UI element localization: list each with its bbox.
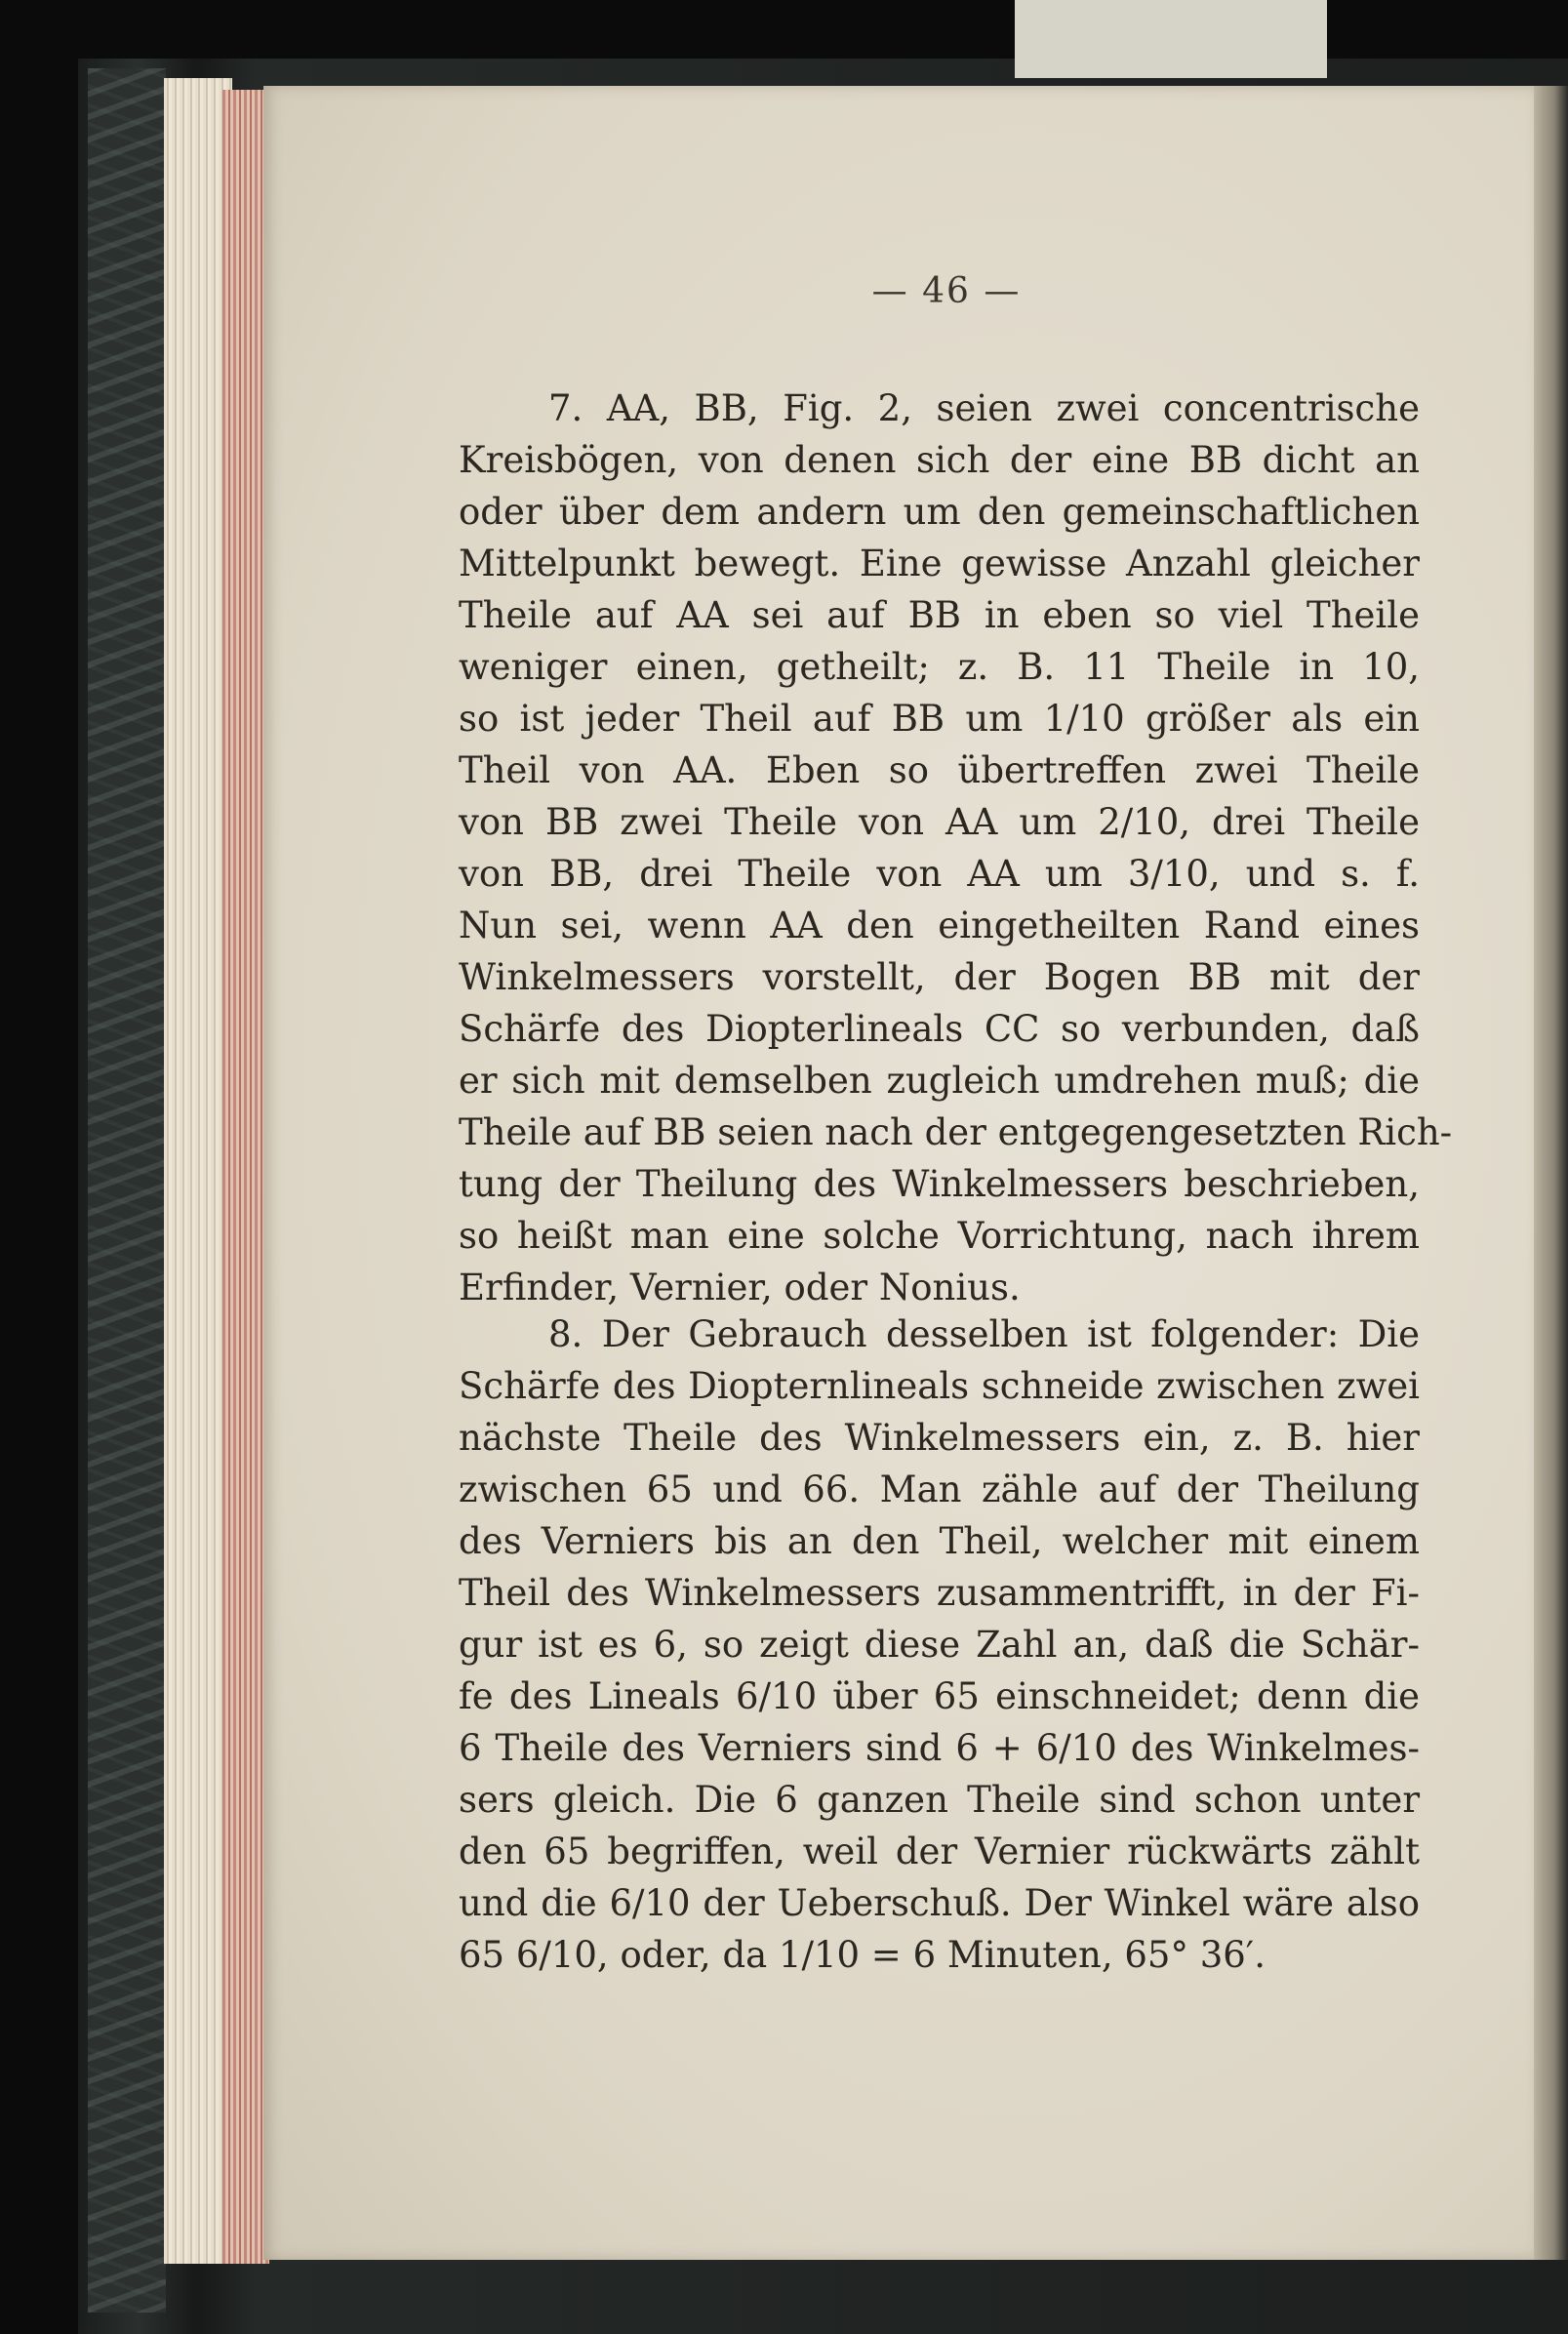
text-line: Winkelmessers vorstellt, der Bogen BB mit der — [459, 956, 1420, 998]
page-header: — 46 — — [871, 271, 1022, 311]
text-line: zwischen 65 und 66. Man zähle auf der Theilung — [459, 1469, 1420, 1510]
text-line: Nun sei, wenn AA den eingetheilten Rand eines — [459, 905, 1420, 946]
text-line: 8. Der Gebrauch desselben ist folgender: Die — [548, 1313, 1420, 1355]
text-line: und die 6/10 der Ueberschuß. Der Winkel wäre also — [459, 1882, 1420, 1924]
text-line: Theile auf AA sei auf BB in eben so viel Theile — [459, 594, 1420, 636]
page-gutter — [1534, 86, 1568, 2260]
text-line: Theile auf BB seien nach der entgegengesetzten Rich- — [459, 1111, 1453, 1153]
text-line: 7. AA, BB, Fig. 2, seien zwei concentrische — [548, 387, 1420, 429]
text-line: gur ist es 6, so zeigt diese Zahl an, daß die Schär- — [459, 1624, 1420, 1666]
text-line: Erfinder, Vernier, oder Nonius. — [459, 1267, 1021, 1308]
text-line: nächste Theile des Winkelmessers ein, z. B. hier — [459, 1417, 1420, 1459]
text-line: Schärfe des Diopterlineals CC so verbunden, daß — [459, 1008, 1420, 1050]
paper-slip — [1015, 0, 1327, 78]
text-line: so ist jeder Theil auf BB um 1/10 größer als ein — [459, 698, 1420, 740]
text-line: Theil von AA. Eben so übertreffen zwei Theile — [459, 749, 1420, 791]
marbled-endpaper — [88, 68, 166, 2313]
text-line: Kreisbögen, von denen sich der eine BB dicht an — [459, 439, 1420, 481]
paragraph-8 — [459, 1308, 1420, 1981]
text-line: sers gleich. Die 6 ganzen Theile sind schon unter — [459, 1779, 1420, 1821]
text-line: so heißt man eine solche Vorrichtung, nach ihrem — [459, 1215, 1420, 1257]
text-line: von BB, drei Theile von AA um 3/10, und s. f. — [459, 853, 1420, 895]
text-line: weniger einen, getheilt; z. B. 11 Theile in 10, — [459, 646, 1420, 688]
red-sprinkled-edge — [222, 90, 269, 2264]
text-line: Mittelpunkt bewegt. Eine gewisse Anzahl gleicher — [459, 543, 1420, 584]
text-line: oder über dem andern um den gemeinschaftlichen — [459, 491, 1420, 533]
text-line: des Verniers bis an den Theil, welcher mit einem — [459, 1520, 1420, 1562]
text-line: 6 Theile des Verniers sind 6 + 6/10 des Winkelmes- — [459, 1727, 1420, 1769]
text-line: von BB zwei Theile von AA um 2/10, drei Theile — [459, 801, 1420, 843]
paragraph-7 — [459, 382, 1453, 1313]
text-line: fe des Lineals 6/10 über 65 einschneidet; denn die — [459, 1675, 1420, 1717]
text-line: 65 6/10, oder, da 1/10 = 6 Minuten, 65° 36′. — [459, 1934, 1266, 1976]
text-line: den 65 begriffen, weil der Vernier rückwärts zählt — [459, 1831, 1420, 1872]
text-line: tung der Theilung des Winkelmessers beschrieben, — [459, 1163, 1420, 1205]
text-line: er sich mit demselben zugleich umdrehen muß; die — [459, 1060, 1420, 1102]
text-line: Theil des Winkelmessers zusammentrifft, in der Fi- — [459, 1572, 1420, 1614]
text-line: Schärfe des Diopternlineals schneide zwischen zwei — [459, 1365, 1420, 1407]
